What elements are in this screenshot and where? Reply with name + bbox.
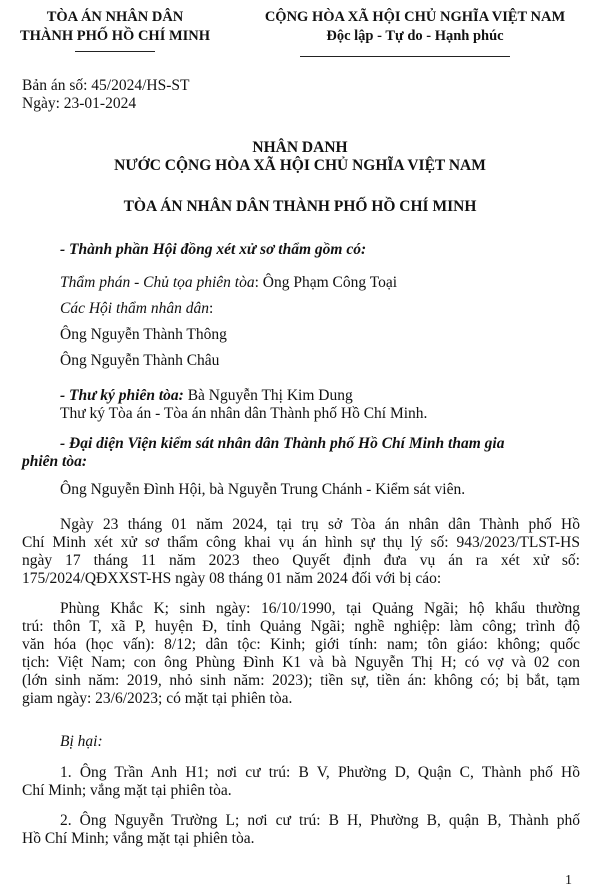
intro-line3: ngày 17 tháng 11 năm 2023 theo Quyết định đưa vụ án ra xét xử số: bbox=[22, 552, 580, 569]
nation-motto-line2: Độc lập - Tự do - Hạnh phúc bbox=[326, 28, 504, 44]
nation-motto-line1: CỘNG HÒA XÃ HỘI CHỦ NGHĨA VIỆT NAM bbox=[264, 9, 566, 25]
victims-heading: Bị hại: bbox=[60, 733, 103, 750]
title-court: TÒA ÁN NHÂN DÂN THÀNH PHỐ HỒ CHÍ MINH bbox=[123, 198, 477, 215]
court-name-line2: THÀNH PHỐ HỒ CHÍ MINH bbox=[19, 28, 211, 44]
nation-header bbox=[230, 8, 600, 46]
assessors-line bbox=[60, 300, 580, 318]
defendant-line4: tịch: Việt Nam; con ông Phùng Đình K1 và bà Nguyễn Thị H; có vợ và 02 con bbox=[22, 654, 580, 671]
clerk-position: Thư ký Tòa án - Tòa án nhân dân Thành phố Hồ Chí Minh. bbox=[60, 405, 428, 422]
defendant-line5: (lớn sinh năm: 2019, nhỏ sinh năm: 2023); tiền sự, tiền án: không có; bị bắt, tạm bbox=[22, 672, 580, 689]
court-underline bbox=[75, 51, 155, 52]
assessors-label: Các Hội thẩm nhân dân bbox=[60, 300, 209, 317]
procuracy-members: Ông Nguyễn Đình Hội, bà Nguyễn Trung Chánh - Kiểm sát viên. bbox=[60, 481, 466, 498]
clerk-name: Bà Nguyễn Thị Kim Dung bbox=[183, 387, 353, 404]
court-name-line1: TÒA ÁN NHÂN DÂN bbox=[46, 9, 184, 25]
case-date: Ngày: 23-01-2024 bbox=[22, 95, 137, 112]
defendant-line3: văn hóa (học vấn): 8/12; dân tộc: Kinh; giới tính: nam; tôn giáo: không; quốc bbox=[22, 636, 580, 653]
panel-heading: - Thành phần Hội đồng xét xử sơ thẩm gồm có: bbox=[60, 241, 367, 258]
victim2-line1: 2. Ông Nguyễn Trường L; nơi cư trú: B H, Phường B, quận B, Thành phố bbox=[60, 812, 580, 829]
clerk-label: - Thư ký phiên tòa: bbox=[60, 387, 184, 404]
intro-line4: 175/2024/QĐXXST-HS ngày 08 tháng 01 năm 2024 đối với bị cáo: bbox=[22, 570, 442, 587]
victim2-line2: Hồ Chí Minh; vắng mặt tại phiên tòa. bbox=[22, 830, 255, 847]
victim1-line1: 1. Ông Trần Anh H1; nơi cư trú: B V, Phường D, Quận C, Thành phố Hồ bbox=[60, 764, 580, 781]
intro-line2: Chí Minh xét xử sơ thẩm công khai vụ án hình sự thụ lý số: 943/2023/TLST-HS bbox=[22, 534, 580, 551]
procuracy-heading-line1: - Đại diện Viện kiểm sát nhân dân Thành phố Hồ Chí Minh tham gia bbox=[60, 435, 505, 452]
procuracy-heading-line2: phiên tòa: bbox=[22, 453, 88, 470]
page-number: 1 bbox=[565, 873, 572, 888]
assessors-colon: : bbox=[208, 300, 214, 317]
judge-name: : Ông Phạm Công Toại bbox=[254, 274, 398, 291]
assessor-1: Ông Nguyễn Thành Thông bbox=[60, 326, 227, 343]
victim1-line2: Chí Minh; vắng mặt tại phiên tòa. bbox=[22, 782, 232, 799]
defendant-line6: giam ngày: 23/6/2023; có mặt tại phiên tòa. bbox=[22, 690, 293, 707]
title-in-the-name: NHÂN DANH bbox=[252, 139, 348, 156]
clerk-line bbox=[60, 387, 580, 405]
nation-underline bbox=[300, 56, 510, 57]
title-nation: NƯỚC CỘNG HÒA XÃ HỘI CHỦ NGHĨA VIỆT NAM bbox=[114, 157, 486, 174]
defendant-line1: Phùng Khắc K; sinh ngày: 16/10/1990, tại Quảng Ngãi; hộ khẩu thường bbox=[60, 600, 580, 617]
intro-line1: Ngày 23 tháng 01 năm 2024, tại trụ sở Tòa án nhân dân Thành phố Hồ bbox=[60, 516, 580, 533]
judge-label: Thẩm phán - Chủ tọa phiên tòa bbox=[60, 274, 255, 291]
case-number: Bản án số: 45/2024/HS-ST bbox=[22, 77, 190, 94]
assessor-2: Ông Nguyễn Thành Châu bbox=[60, 352, 220, 369]
defendant-line2: trú: thôn T, xã P, huyện Đ, tỉnh Quảng Ngãi; nghề nghiệp: làm công; trình độ bbox=[22, 618, 580, 635]
court-header bbox=[0, 8, 230, 46]
judge-line bbox=[60, 274, 580, 292]
